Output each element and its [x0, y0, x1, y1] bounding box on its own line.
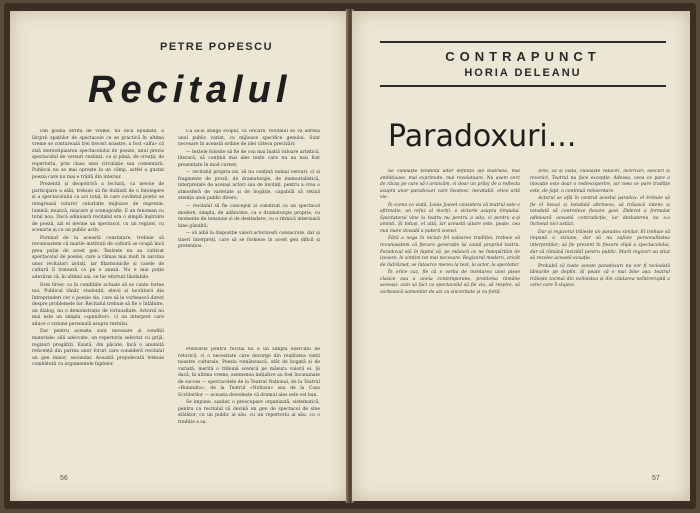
paragraph: — recitalul să fie conceput și construit ca un spectacol modern, simplu, de adâncime, cu o dramaturgie proprie, cu momente de tensiune și de destindere, cu o ritmică interioară bine gândită;: [178, 204, 320, 229]
paragraph: În orice caz, fie că e vorba de montarea unei piese clasice sau a uneia contemporane, problema rămâne aceeași: cum să faci ca spectacolul să fie viu, să respire, să vorbească oamenilor de azi cu sinceritate și cu forță.: [380, 270, 520, 295]
right-page: [352, 11, 690, 501]
paragraph: Dar și regizorul trăiește un paradox similar. El trebuie să impună o viziune, dar să nu sufoce personalitatea interpreților; să fie prezent în fiecare clipă a spectacolului, dar să rămână invizibil pentru public. Marii regizori au știut să rezolve această ecuație.: [530, 229, 670, 262]
paragraph: Actorul se află în centrul acestui paradox: el trebuie să fie el însuși și totodată altcineva, să trăiască intens și totodată să controleze fiecare gest. Diderot a formulat odinioară această contradicție, iar dezbaterea nu s-a încheiat nici astăzi.: [530, 196, 670, 228]
left-column-2: [178, 129, 320, 339]
paragraph: Dar pentru aceasta sunt necesare și condiții materiale: săli adecvate, un repertoriu selectat cu grijă, regizori pregătiți. Există, din păcate, încă o anumită reticență din partea unor foruri care consideră recitalul un gen minor, secundar. Această prejudecată trebuie combătută cu argumentele faptelor.: [32, 329, 164, 368]
paragraph: Probabil că toate aceste paradoxuri nu vor fi niciodată lămurite pe deplin. Și poate că e mai bine așa: teatrul trăiește tocmai din neliniștea și din căutarea neîntreruptă a celor care îl slujesc.: [530, 263, 670, 289]
left-page-number: 56: [60, 475, 68, 482]
header-rule-bottom: [380, 85, 666, 87]
left-page: [10, 11, 348, 501]
paragraph: Se cunoaște tendința altor definiții ale teatrului, mai ambițioase, mai exprimate, mai revelatoare. Nu avem cerc de răcaș pe care să-l aruncăm, ci doar un prilej de a reflecta asupra unor paradoxuri care însoțesc, inevitabil, orice artă vie.: [380, 169, 520, 201]
magazine-spread: [4, 3, 696, 509]
left-column-1: [32, 129, 164, 459]
left-title: Recitalul: [88, 69, 292, 111]
paragraph: Pledoarie pentru recital nu e un simplu exercițiu de retorică, ci o necesitate care decurge din realitatea vieții noastre culturale. Poezia românească, atât de bogată și de variată, merită o tribună scenică pe măsura valorii ei. Și dacă, în ultima vreme, asemenea inițiative au fost încununate de succes — spectacolele de la Teatrul Național, de la Teatrul «Bulandra», de la Teatrul «Nottara» sau de la Casa Scriitorilor — aceasta dovedește că drumul ales este cel bun.: [178, 347, 320, 398]
left-column-3: [178, 347, 320, 459]
right-author: HORIA DELEANU: [464, 67, 582, 79]
paragraph: Pornind de la această constatare, trebuie să recunoaștem că marile instituții de cultură se ocupă încă prea puțin de acest gen. Teatrele nu au cultivat spectacolul de poezie, care a rămas mai mult în sarcina unor recitatori izolați, iar filarmonicile și casele de cultură îl tratează ca pe o anexă. Nu e mai puțin adevărat că, în ultimii ani, se fac eforturi lăudabile.: [32, 235, 164, 281]
paragraph: Se impune, așadar, o preocupare organizată, sistematică, pentru ca recitalul să devină un gen de spectacol de sine stătător, cu un public al său, cu un repertoriu al său, cu o tradiție a sa.: [178, 400, 320, 426]
paragraph: Ca să-și atingă scopul, ca oricare, recitalul se va adresa unui public variat, cu mijloace specifice genului. Sunt necesare în această ordine de idei câteva precizări:: [178, 129, 320, 148]
paragraph: Din goana dorită de vreme, nu încă epuizată, a lărgirii spațiilor de spectacole ce se practică în ultima vreme se conturează trei treceri noastre, a fost «alfa» că zisă stereotipizarea spectacolului de poezie, unui precis spectaculul de versuri realizat, cu și până, de creații, de repertoriu, prin clasa unei circulație sau comentarii. Publicul nu se mai oprește la un câmp, astfel a gustat poezia care nu mai e trăită din interior.: [32, 129, 164, 180]
right-page-number: 57: [652, 475, 660, 482]
right-column-1: [380, 169, 520, 455]
paragraph: Prezentă și deopotrivă a lecturii, ca nevoie de participare a sălii, trebuie să fie dublată de o înțelegere și a spectacolului ca act total, în care cuvântul poetic se integrează tuturor celorlalte mijloace de expresie: lumină, muzică, mișcare și scenografie. E un fenomen cu totul nou. Dacă odinioară recitalul era o simplă înșiruire de poezii, azi el devine un spectacol, cu un regizor, cu scenariu și cu un public activ.: [32, 182, 164, 234]
right-title: Paradoxuri...: [388, 119, 577, 154]
right-column-2: [530, 169, 670, 455]
header-rule-top: [380, 41, 666, 43]
paragraph: În scena ca viață, Louis Jouvet considera că teatrul este o afirmație, un refuz al morții, o victorie asupra timpului. Spectatorul vine la teatru nu pentru a uita, ci pentru a-și aminti. Și totuși, el uită, iar această uitare este, poate, cea mai mare dovadă a puterii scenei.: [380, 202, 520, 234]
paragraph: — recitalul propriu-zis, să nu conțină numai versuri, ci și fragmente de proză, de dramaturgie, de memorialistică, interpretate de aceiași actori sau de invitați, pentru a crea o atmosferă de varietate și de bogăție, capabilă să rețină atenția unui public divers;: [178, 170, 320, 202]
paragraph: Este firesc ca în condițiile actuale să se caute forme noi. Publicul tânăr, studenții, elevii și lucrătorii din întreprinderi cer o poezie vie, care să le vorbească direct despre problemele lor. Recitalul trebuie să fie o întâlnire, un dialog, nu o demonstrație de virtuozitate. Actorul nu mai este un simplu «spunător», ci un interpret care aduce o viziune personală asupra textului.: [32, 282, 164, 327]
left-author: PETRE POPESCU: [160, 41, 274, 53]
paragraph: — textele folosite să fie de cea mai înaltă valoare artistică, literară, să conțină mai ales texte care nu au mai fost prezentate în mod curent;: [178, 149, 320, 168]
paragraph: Fără a nega în niciun fel valoarea tradiției, trebuie să recunoaștem că fiecare generație își caută propriul teatru. Paradoxul stă în faptul că, pe măsură ce ne îndepărtăm de izvoare, le simțim tot mai necesare. Regizorul modern, oricât de îndrăzneț, se întoarce mereu la text, la actor, la spectator.: [380, 236, 520, 268]
paragraph: Arta, ca și viața, cunoaște rătăciri, încercări, eșecuri și reveniri. Teatrul nu face excepție. Adesea, ceea ce pare o inovație este doar o redescoperire, iar ceea ce pare tradiție este, de fapt, o continuă reinventare.: [530, 169, 670, 194]
section-title: CONTRAPUNCT: [445, 49, 601, 64]
paragraph: — să aibă la dispoziție valori actoricești consacrate, dar și tineri interpreți, care să se formeze în acest gen dificil și pretențios.: [178, 231, 320, 250]
